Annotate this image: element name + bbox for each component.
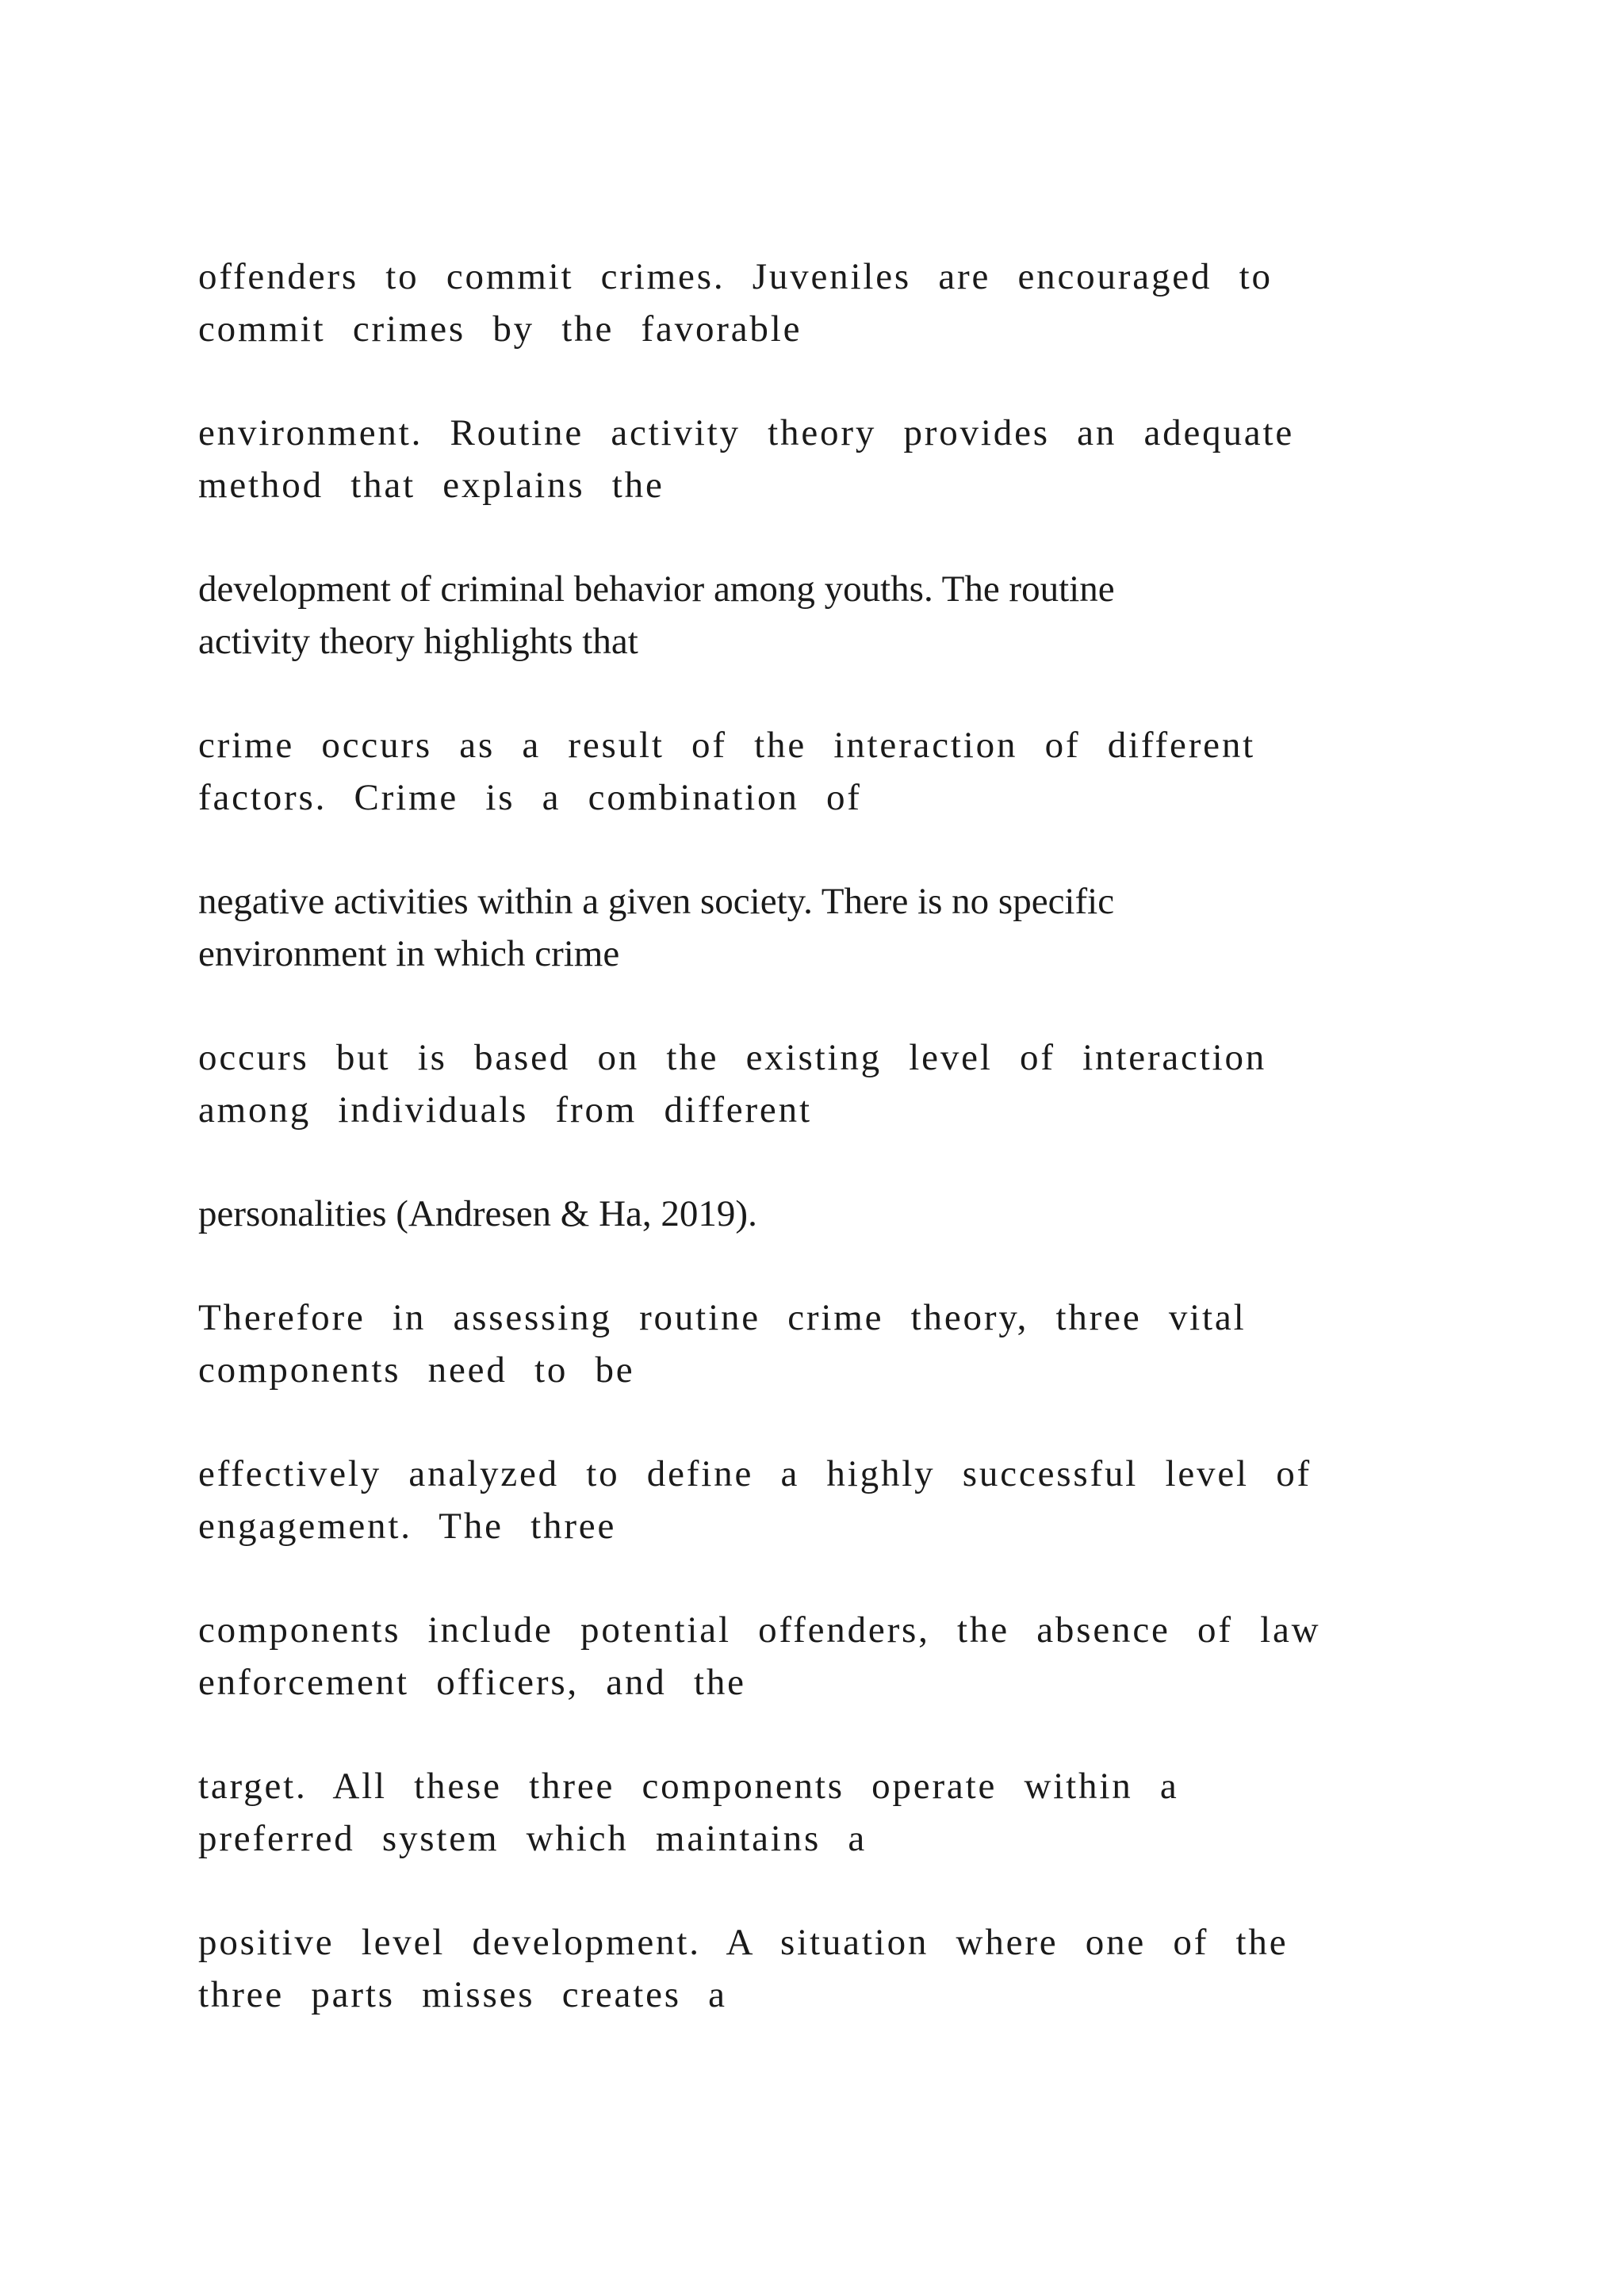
- paragraph: [198, 563, 1451, 668]
- paragraph: [198, 1031, 1451, 1136]
- text-line: three parts misses creates a: [198, 1974, 727, 2015]
- paragraph: [198, 1916, 1451, 2021]
- paragraph: [198, 1604, 1451, 1709]
- text-line: effectively analyzed to define a highly successful level of: [198, 1453, 1312, 1494]
- text-line: engagement. The three: [198, 1506, 617, 1547]
- paragraph: [198, 719, 1451, 824]
- paragraph: [198, 251, 1451, 355]
- text-line: development of criminal behavior among youths. The routine: [198, 568, 1115, 610]
- text-line: commit crimes by the favorable: [198, 308, 802, 350]
- text-line: components need to be: [198, 1349, 635, 1391]
- text-line: method that explains the: [198, 465, 665, 506]
- text-line: offenders to commit crimes. Juveniles are encouraged to: [198, 256, 1273, 297]
- document-body: [198, 251, 1451, 2072]
- text-line: negative activities within a given society. There is no specific: [198, 881, 1115, 922]
- text-line: environment. Routine activity theory provides an adequate: [198, 412, 1295, 453]
- paragraph: [198, 1188, 1451, 1240]
- paragraph: [198, 1448, 1451, 1552]
- text-line: target. All these three components operate within a: [198, 1766, 1179, 1807]
- text-line: positive level development. A situation where one of the: [198, 1922, 1289, 1963]
- paragraph: [198, 407, 1451, 511]
- text-line: preferred system which maintains a: [198, 1818, 868, 1859]
- text-line: occurs but is based on the existing level of interaction: [198, 1037, 1267, 1078]
- paragraph: [198, 1760, 1451, 1865]
- text-line: enforcement officers, and the: [198, 1662, 746, 1703]
- paragraph: [198, 875, 1451, 980]
- text-line: among individuals from different: [198, 1089, 812, 1131]
- paragraph: [198, 1292, 1451, 1396]
- text-line: factors. Crime is a combination of: [198, 777, 862, 818]
- text-line: crime occurs as a result of the interaction of different: [198, 725, 1256, 766]
- text-line: activity theory highlights that: [198, 621, 638, 662]
- text-line: Therefore in assessing routine crime theory, three vital: [198, 1297, 1247, 1338]
- text-line: personalities (Andresen & Ha, 2019).: [198, 1193, 757, 1234]
- text-line: environment in which crime: [198, 933, 620, 974]
- text-line: components include potential offenders, the absence of law: [198, 1609, 1321, 1651]
